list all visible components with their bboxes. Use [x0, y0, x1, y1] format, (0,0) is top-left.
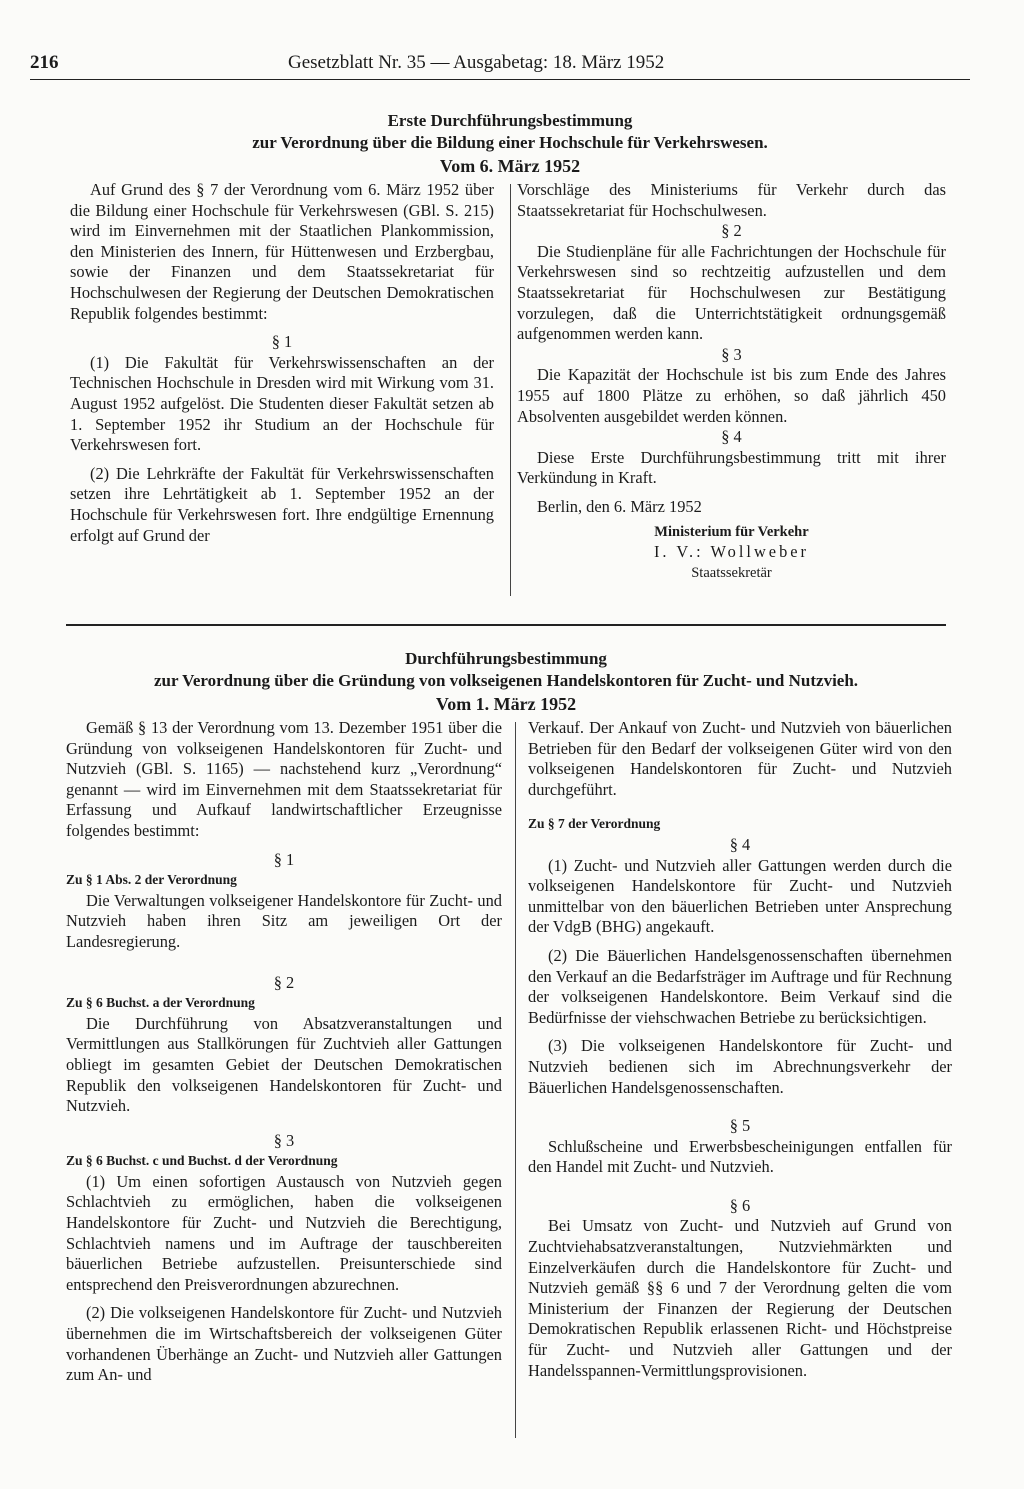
header-rule — [30, 79, 970, 80]
decree2-par3-sec2: (2) Die volkseigenen Handelskontore für Zucht- und Nutzvieh übernehmen die im Wirtschaftsbereich der volkseigenen Güter vorhandenen Überhänge an Zucht- und Nutzvieh aller Gattungen zum An- und — [66, 1303, 502, 1385]
decree1-date: Vom 6. März 1952 — [439, 156, 581, 176]
decree1-signatory: I. V.: Wollweber — [653, 542, 810, 562]
decree1-title-line2: zur Verordnung über die Bildung einer Hochschule für Verkehrswesen. — [252, 133, 768, 152]
decree1-intro: Auf Grund des § 7 der Verordnung vom 6. März 1952 über die Bildung einer Hochschule für Verkehrswesen (GBl. S. 215) wird im Einvernehmen mit der Staatlichen Plankommission, den Ministerien des Innern, für Hüttenwesen und Erzbergbau, sowie der Finanzen und dem Staatssekretariat für Hochschulwesen der Regierung der Deutschen Demokratischen Republik folgendes bestimmt: — [70, 180, 494, 323]
decree1-par2: Die Studienpläne für alle Fachrichtungen der Hochschule für Verkehrswesen sind so rechtzeitig aufzustellen und dem Staatssekretariat für Hochschulwesen zur Bestätigung vorzulegen, daß die Unterrichtstätigkeit ordnungsgemäß aufgenommen werden kann. — [517, 241, 946, 344]
decree1-left-column — [70, 180, 494, 546]
decree2-par6-heading: § 6 — [729, 1195, 751, 1215]
decree2-title — [66, 648, 946, 715]
page-number: 216 — [30, 52, 59, 73]
running-header — [30, 52, 970, 82]
decree2-par4-reference: Zu § 7 der Verordnung — [528, 816, 661, 832]
decree2-left-column — [66, 718, 502, 1386]
decree2-par5-heading: § 5 — [729, 1116, 751, 1136]
decree1-right-column — [517, 180, 946, 583]
decree1-title — [70, 110, 950, 177]
decree2-column-divider — [515, 722, 516, 1438]
decree2-title-line1: Durchführungsbestimmung — [405, 649, 607, 668]
decree1-column-divider — [510, 184, 511, 596]
decree2-par4-sec1: (1) Zucht- und Nutzvieh aller Gattungen werden durch die volkseigenen Handelskontore für Zucht- und Nutzvieh unmittelbar von den bäuerlichen Betrieben unter Ansprechung der VdgB (BHG) angekauft. — [528, 855, 952, 937]
decree2-par1-reference: Zu § 1 Abs. 2 der Verordnung — [66, 872, 237, 888]
decree2-par3-sec1: (1) Um einen sofortigen Austausch von Nutzvieh gegen Schlachtvieh zu ermöglichen, haben die volkseigenen Handelskontore für Zucht- und Nutzvieh die Berechtigung, Schlachtvieh namens und im Auftrage der tauschbereiten bäuerlichen Betriebe aufzustellen. Preisunterschiede sind entsprechend den Preisverordnungen abzurechnen. — [66, 1171, 502, 1294]
decree1-ministry: Ministerium für Verkehr — [654, 523, 809, 540]
decree2-par5: Schlußscheine und Erwerbsbescheinigungen entfallen für den Handel mit Zucht- und Nutzvieh. — [528, 1136, 952, 1177]
decree1-par4-heading: § 4 — [721, 427, 742, 447]
decree2-par1-heading: § 1 — [273, 849, 295, 869]
decree1-par3-heading: § 3 — [721, 344, 742, 364]
decree2-right-column — [528, 718, 952, 1381]
decree2-par3-reference: Zu § 6 Buchst. c und Buchst. d der Verordnung — [66, 1153, 338, 1169]
decree1-par1-continuation: Vorschläge des Ministeriums für Verkehr durch das Staatssekretariat für Hochschulwesen. — [517, 180, 946, 220]
decree2-par3-heading: § 3 — [273, 1130, 295, 1150]
decree2-par4-sec2: (2) Die Bäuerlichen Handelsgenossenschaften übernehmen den Verkauf an die Bedarfsträger im Auftrage und für Rechnung der volkseigenen Handelskontore. Beim Verkauf sind die Bedürfnisse der viehschwachen Betriebe zu berücksichtigen. — [528, 945, 952, 1027]
header-title: Gesetzblatt Nr. 35 — Ausgabetag: 18. März 1952 — [288, 52, 665, 73]
decree1-par1-sec1: (1) Die Fakultät für Verkehrswissenschaften an der Technischen Hochschule in Dresden wird mit Wirkung vom 31. August 1952 aufgelöst. Die Studenten dieser Fakultät setzen ab 1. September 1952 ihr Studium an der Hochschule für Verkehrswesen fort. — [70, 352, 494, 455]
decree2-par4-sec3: (3) Die volkseigenen Handelskontore für Zucht- und Nutzvieh bedienen sich im Abrechnungsverkehr der Bäuerlichen Handelsgenossenschaften. — [528, 1036, 952, 1097]
decree1-signatory-title: Staatssekretär — [691, 564, 772, 581]
decree1-par2-heading: § 2 — [721, 221, 742, 241]
decree2-intro: Gemäß § 13 der Verordnung vom 13. Dezember 1951 über die Gründung von volkseigenen Handelskontoren für Zucht- und Nutzvieh (GBl. S. 1165) — nachstehend kurz „Verordnung“ genannt — wird im Einvernehmen mit dem Staatssekretariat für Erfassung und Aufkauf landwirtschaftlicher Erzeugnisse folgendes bestimmt: — [66, 718, 502, 840]
decree2-par1: Die Verwaltungen volkseigener Handelskontore für Zucht- und Nutzvieh haben ihren Sitz am jeweiligen Ort der Landesregierung. — [66, 890, 502, 951]
decree2-par2-heading: § 2 — [273, 972, 295, 992]
decree2-par4-heading: § 4 — [729, 834, 751, 854]
decree2-par2: Die Durchführung von Absatzveranstaltungen und Vermittlungen aus Stallkörungen für Zuchtvieh aller Gattungen obliegt im gesamten Gebiet der Deutschen Demokratischen Republik den volkseigenen Handelskontoren für Zucht- und Nutzvieh. — [66, 1013, 502, 1116]
decree1-par1-sec2: (2) Die Lehrkräfte der Fakultät für Verkehrswissenschaften setzen ihre Lehrtätigkeit ab 1. September 1952 an der Hochschule für Verkehrswesen fort. Ihre endgültige Ernennung erfolgt auf Grund der — [70, 463, 494, 545]
decree2-par6: Bei Umsatz von Zucht- und Nutzvieh auf Grund von Zuchtviehabsatzveranstaltungen, Nutzviehmärkten und Einzelverkäufen durch die Handelskontore für Zucht- und Nutzvieh gemäß §§ 6 und 7 der Verordnung gelten die vom Ministerium der Finanzen der Regierung der Deutschen Demokratischen Republik erlassenen Richt- und Höchstpreise für Zucht- und Nutzvieh aller Gattungen und der Handelsspannen-Vermittlungsprovisionen. — [528, 1216, 952, 1380]
decree1-par3: Die Kapazität der Hochschule ist bis zum Ende des Jahres 1955 auf 1800 Plätze zu erhöhen, so daß jährlich 450 Absolventen ausgebildet werden können. — [517, 365, 946, 426]
decree2-par2-reference: Zu § 6 Buchst. a der Verordnung — [66, 995, 255, 1011]
decree1-place-date: Berlin, den 6. März 1952 — [537, 496, 702, 516]
decree2-title-line2: zur Verordnung über die Gründung von volkseigenen Handelskontoren für Zucht- und Nutzvieh. — [153, 671, 859, 690]
section-separator — [66, 624, 946, 626]
decree1-par4: Diese Erste Durchführungsbestimmung tritt mit ihrer Verkündung in Kraft. — [517, 447, 946, 488]
decree1-title-line1: Erste Durchführungsbestimmung — [387, 111, 633, 130]
decree2-par3-continuation: Verkauf. Der Ankauf von Zucht- und Nutzvieh von bäuerlichen Betrieben für den Bedarf der volkseigenen Güter wird von den volkseigenen Handelskontoren für Zucht- und Nutzvieh durchgeführt. — [528, 718, 952, 799]
decree2-date: Vom 1. März 1952 — [435, 694, 577, 714]
decree1-par1-heading: § 1 — [271, 332, 293, 352]
